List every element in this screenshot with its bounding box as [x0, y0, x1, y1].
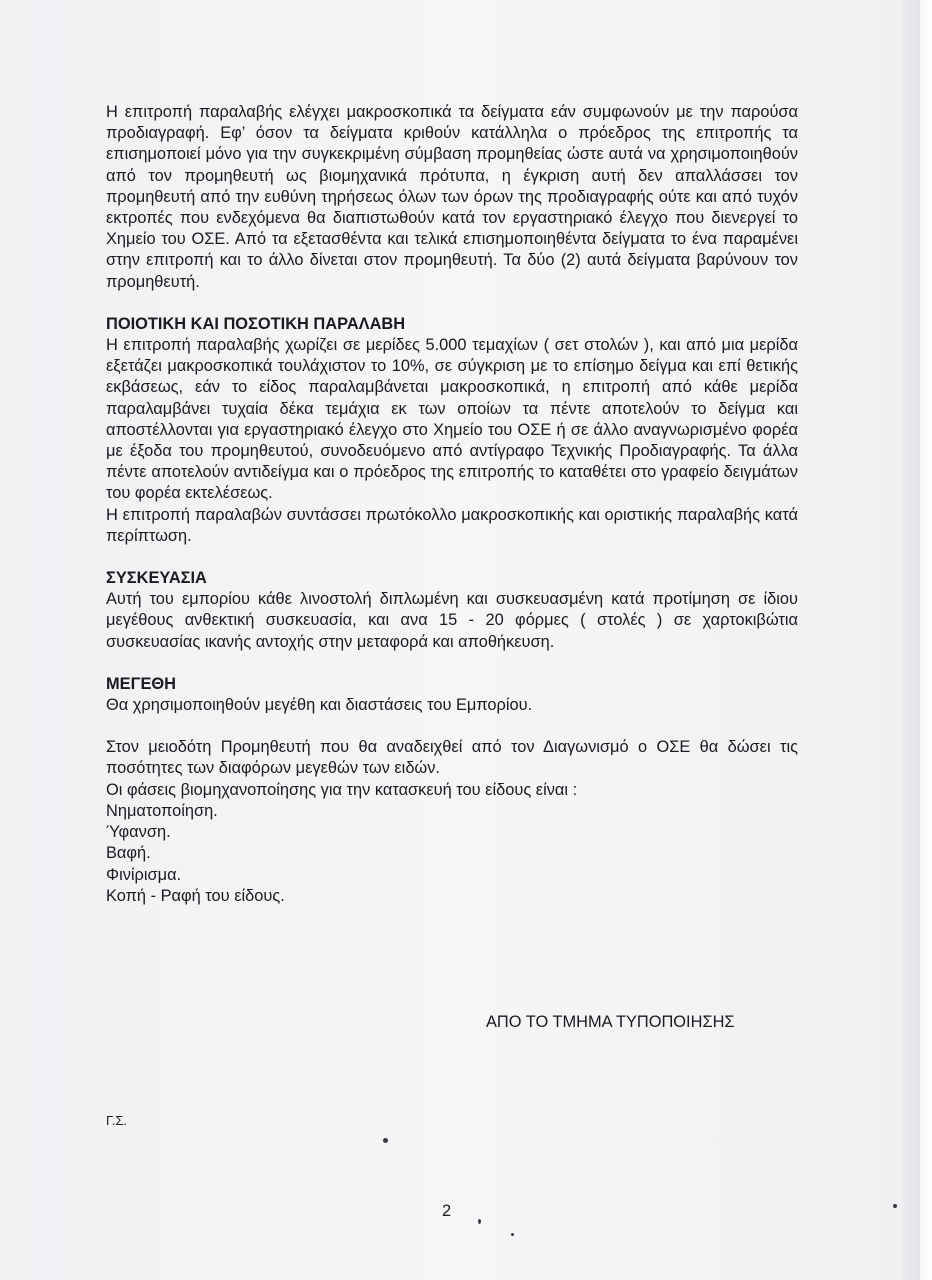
document-body	[106, 102, 798, 907]
quantities-paragraph: Στον μειοδότη Προμηθευτή που θα αναδειχθεί από τον Διαγωνισμό ο ΟΣΕ θα δώσει τις ποσότητες των διαφόρων μεγεθών των ειδών.	[106, 738, 798, 778]
page-number: 2	[442, 1202, 452, 1220]
sizes-heading: ΜΕΓΕΘΗ	[106, 674, 176, 693]
spacer	[106, 716, 798, 737]
quality-heading: ΠΟΙΟΤΙΚΗ ΚΑΙ ΠΟΣΟΤΙΚΗ ΠΑΡΑΛΑΒΗ	[106, 314, 406, 333]
phase-item: Βαφή.	[106, 844, 151, 863]
scan-speck	[478, 1219, 481, 1224]
phase-item: Κοπή - Ραφή του είδους.	[106, 886, 285, 905]
intro-paragraph: Η επιτροπή παραλαβής ελέγχει μακροσκοπικά τα δείγματα εάν συμφωνούν με την παρούσα προδιαγραφή. Εφ’ όσον τα δείγματα κριθούν κατάλληλα ο πρόεδρος της επιτροπής τα επισημοποιεί μόνο για την συγκεκριμένη σύμβαση προμηθείας ώστε αυτά να χρησιμοποιηθούν από τον προμηθευτή ως βιομηχανικά πρότυπα, η έγκριση αυτή δεν απαλλάσσει τον προμηθευτή από την ευθύνη τηρήσεως όλων των όρων της προδιαγραφής ούτε και από τυχόν εκτροπές που ενδεχόμενα θα διαπιστωθούν κατά τον εργαστηριακό έλεγχο που διενεργεί το Χημείο του ΟΣΕ. Από τα εξετασθέντα και τελικά επισημοποιηθέντα δείγματα το ένα παραμένει στην επιτροπή και το άλλο δίνεται στον προμηθευτή. Τα δύο (2) αυτά δείγματα βαρύνουν τον προμηθευτή.	[106, 103, 798, 291]
phase-item: Νηματοποίηση.	[106, 801, 218, 820]
scan-speck	[383, 1138, 388, 1143]
quality-paragraph-1: Η επιτροπή παραλαβής χωρίζει σε μερίδες 5.000 τεμαχίων ( σετ στολών ), και από μια μερίδα εξετάζει μακροσκοπικά τουλάχιστον το 10%, σε σύγκριση με το επίσημο δείγμα και επί θετικής εκβάσεως, εάν το είδος παραλαμβάνεται μακροσκοπικά, η επιτροπή από κάθε μερίδα παραλαμβάνει τυχαία δέκα τεμάχια εκ των οποίων τα πέντε αποτελούν το δείγμα και αποστέλλονται για εργαστηριακό έλεγχο στο Χημείο του ΟΣΕ ή σε άλλο αναγνωρισμένο φορέα με έξοδα του προμηθευτού, συνοδευόμενο από αντίγραφο Τεχνικής Προδιαγραφής. Τα άλλα πέντε αποτελούν αντιδείγμα και ο πρόεδρος της επιτροπής το καταθέτει στο γραφείο δειγμάτων του φορέα εκτελέσεως.	[106, 336, 798, 503]
phase-item: Φινίρισμα.	[106, 865, 182, 884]
author-initials: Γ.Σ.	[106, 1113, 127, 1128]
spacer	[106, 547, 798, 568]
phase-item: Ύφανση.	[106, 823, 171, 842]
department-signature: ΑΠΟ ΤΟ ΤΜΗΜΑ ΤΥΠΟΠΟΙΗΣΗΣ	[486, 1013, 735, 1031]
scan-speck	[511, 1233, 514, 1236]
page-edge	[902, 0, 932, 1280]
scan-speck	[893, 1204, 897, 1208]
packaging-heading: ΣΥΣΚΕΥΑΣΙΑ	[106, 569, 207, 588]
spacer	[106, 653, 798, 674]
spacer	[106, 293, 798, 314]
sizes-paragraph: Θα χρησιμοποιηθούν μεγέθη και διαστάσεις του Εμπορίου.	[106, 696, 533, 715]
phases-intro: Οι φάσεις βιομηχανοποίησης για την κατασκευή του είδους είναι :	[106, 780, 578, 799]
packaging-paragraph: Αυτή του εμπορίου κάθε λινοστολή διπλωμένη και συσκευασμένη κατά προτίμηση σε ίδιου μεγέθους ανθεκτική συσκευασία, και ανα 15 - 20 φόρμες ( στολές ) σε χαρτοκιβώτια συσκευασίας ικανής αντοχής στην μεταφορά και αποθήκευση.	[106, 590, 798, 651]
quality-paragraph-2: Η επιτροπή παραλαβών συντάσσει πρωτόκολλο μακροσκοπικής και οριστικής παραλαβής κατά περίπτωση.	[106, 505, 798, 545]
